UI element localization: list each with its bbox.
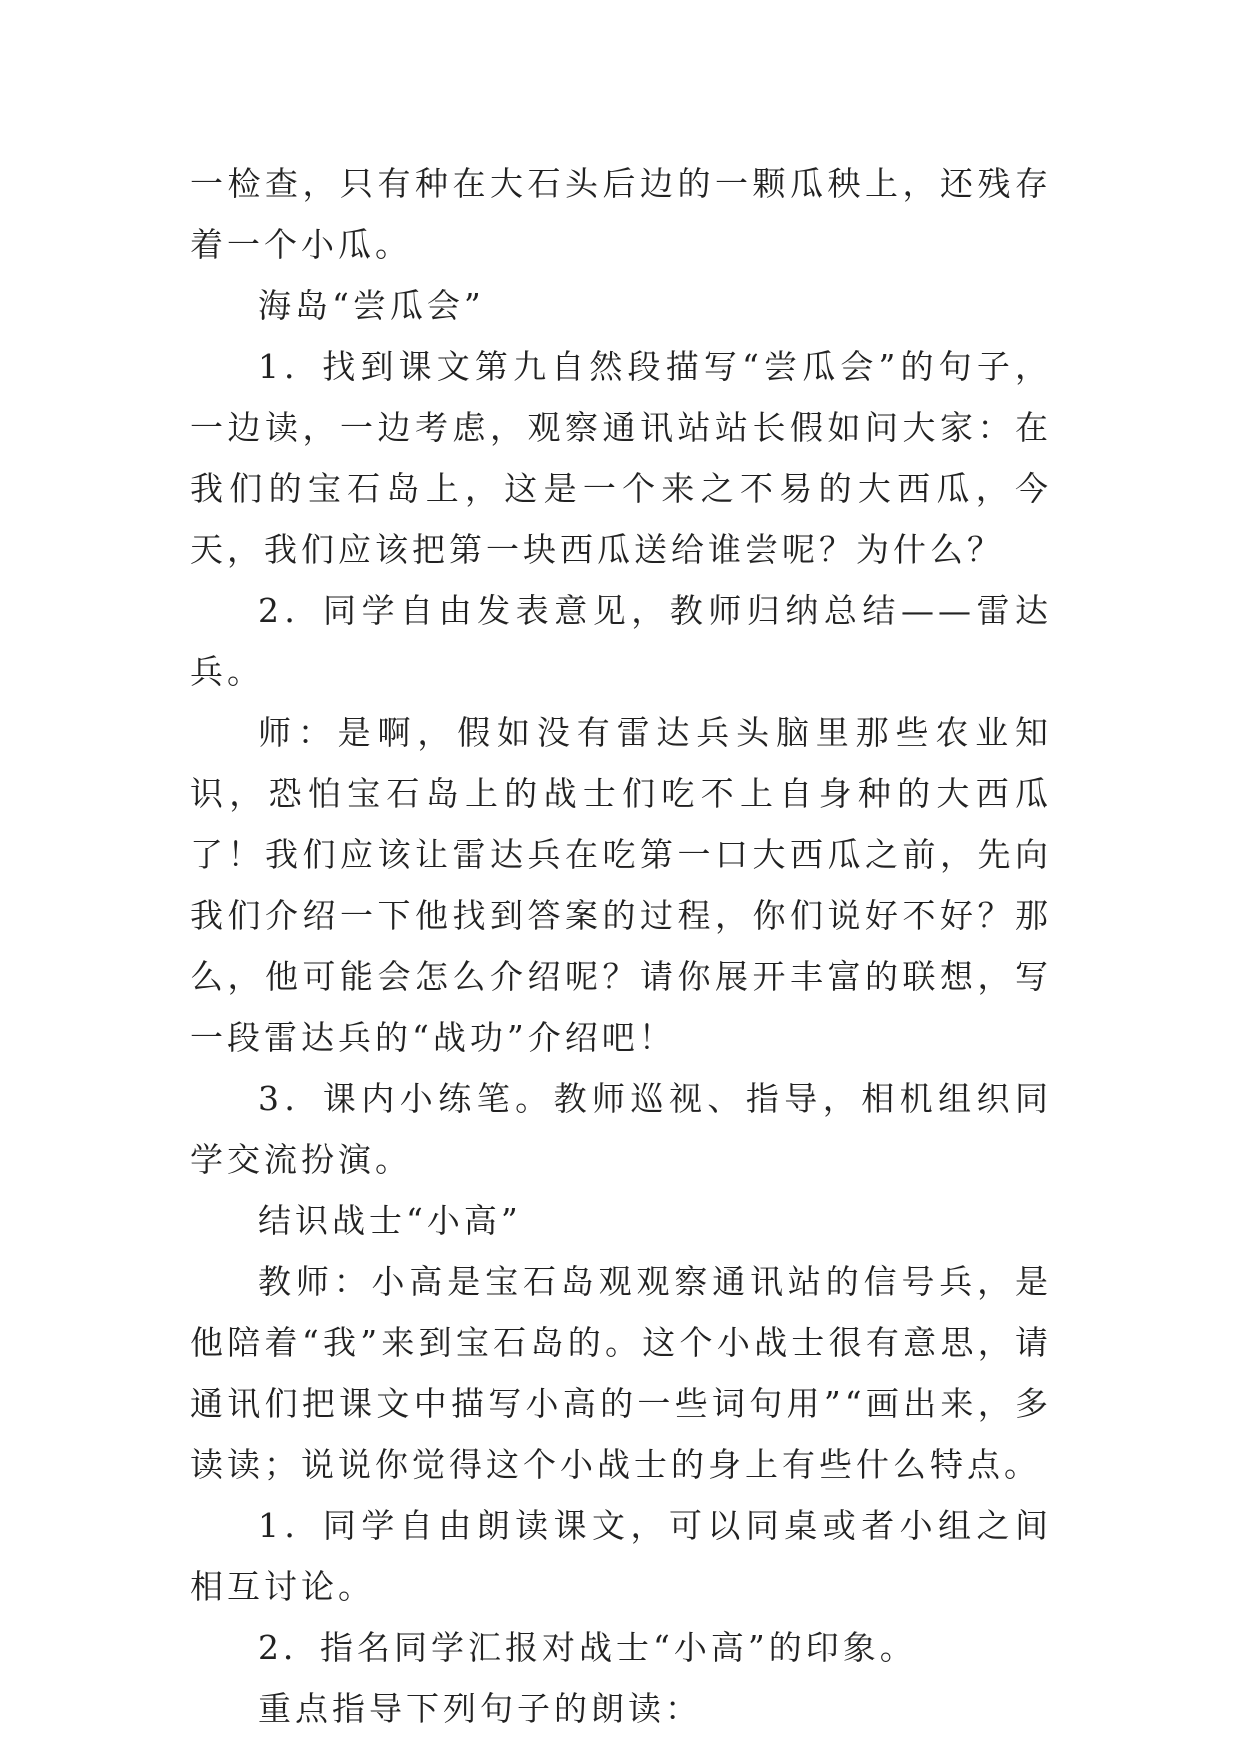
- paragraph-step-3-tasting: 3．课内小练笔。教师巡视、指导，相机组织同学交流扮演。: [190, 1079, 1052, 1179]
- heading-meet-xiaogao: 结识战士“小高”: [258, 1201, 522, 1240]
- paragraph-step-2-tasting: 2．同学自由发表意见，教师归纳总结——雷达兵。: [190, 591, 1052, 691]
- paragraph-melon-remaining: 一检查，只有种在大石头后边的一颗瓜秧上，还残存着一个小瓜。: [190, 164, 1052, 264]
- document-page: [190, 153, 1052, 1739]
- heading-melon-tasting: 海岛“尝瓜会”: [258, 286, 485, 325]
- paragraph-step-1-xiaogao: 1．同学自由朗读课文，可以同桌或者小组之间相互讨论。: [190, 1506, 1052, 1606]
- paragraph-key-reading: 重点指导下列句子的朗读：: [258, 1689, 702, 1728]
- paragraph-teacher-radar: 师：是啊，假如没有雷达兵头脑里那些农业知识，恐怕宝石岛上的战士们吃不上自身种的大西瓜了！我们应该让雷达兵在吃第一口大西瓜之前，先向我们介绍一下他找到答案的过程，你们说好不好？那么，他可能会怎么介绍呢？请你展开丰富的联想，写一段雷达兵的“战功”介绍吧！: [190, 713, 1052, 1057]
- paragraph-step-2-xiaogao: 2．指名同学汇报对战士“小高”的印象。: [258, 1628, 917, 1667]
- paragraph-step-1-tasting: 1．找到课文第九自然段描写“尝瓜会”的句子，一边读，一边考虑，观察通讯站站长假如问大家：在我们的宝石岛上，这是一个来之不易的大西瓜，今天，我们应该把第一块西瓜送给谁尝呢？为什么？: [190, 347, 1052, 569]
- paragraph-teacher-xiaogao: 教师：小高是宝石岛观观察通讯站的信号兵，是他陪着“我”来到宝石岛的。这个小战士很有意思，请通讯们把课文中描写小高的一些词句用”“画出来，多读读；说说你觉得这个小战士的身上有些什么特点。: [190, 1262, 1052, 1484]
